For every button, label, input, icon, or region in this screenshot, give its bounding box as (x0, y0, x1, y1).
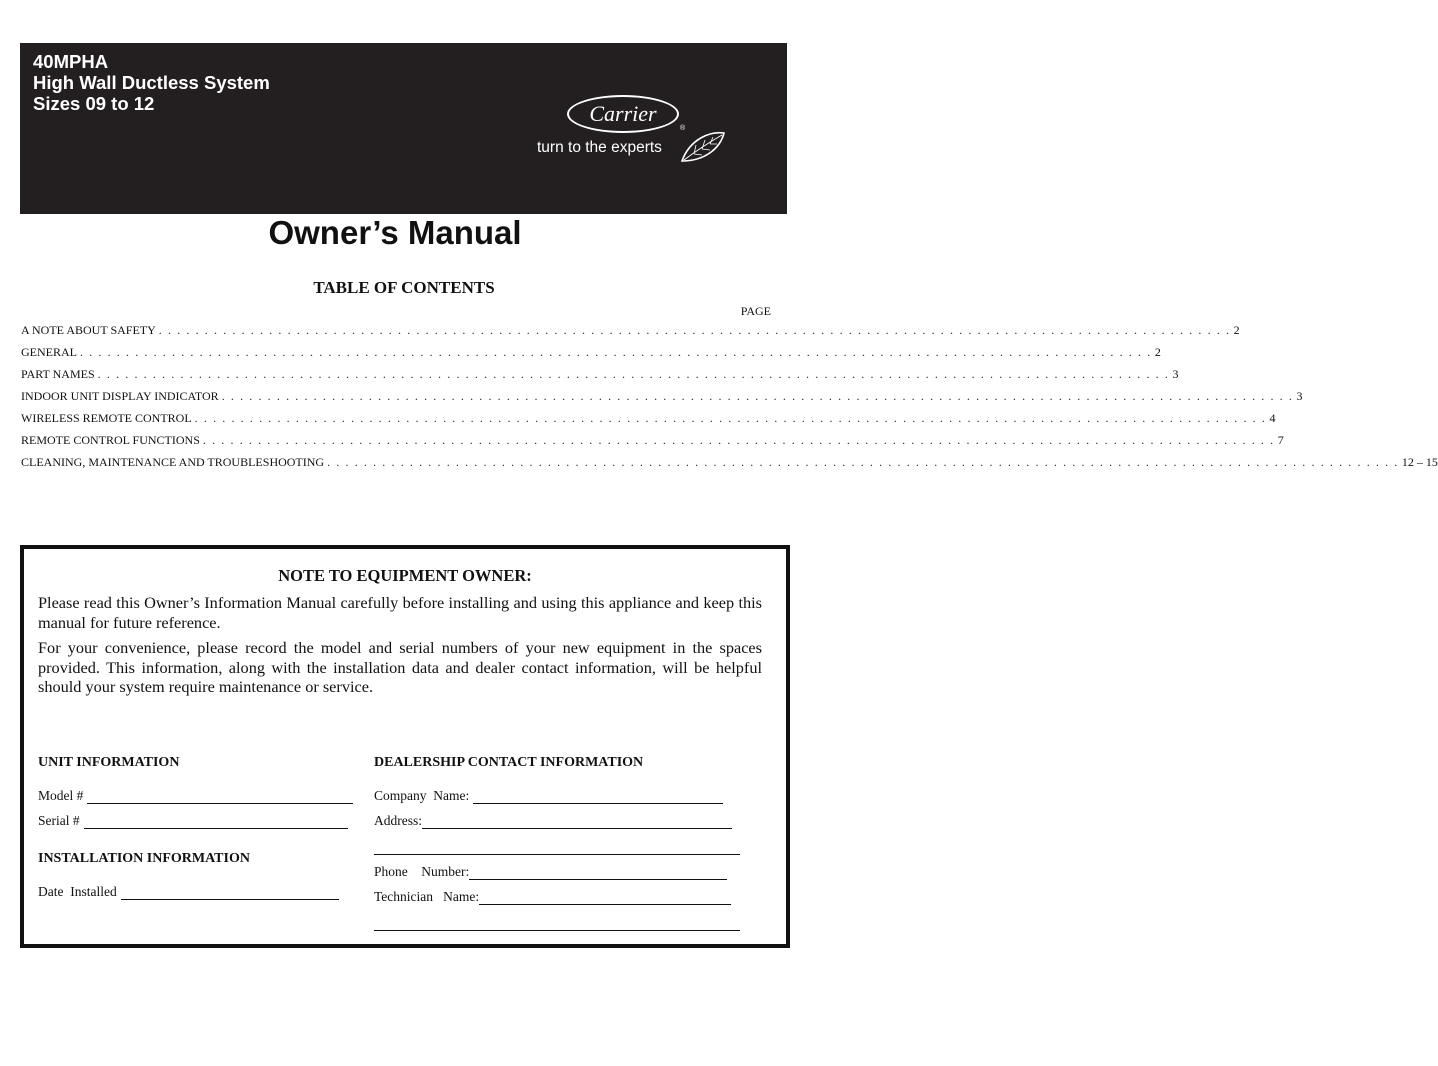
date-installed-field (38, 875, 368, 900)
toc-entry-label: PART NAMES (21, 367, 95, 381)
toc-entry-page: 7 (1277, 433, 1284, 447)
address-blank[interactable] (422, 815, 732, 829)
toc-entry (21, 367, 1179, 389)
dealership-info-heading: DEALERSHIP CONTACT INFORMATION (374, 755, 644, 770)
note-paragraph-read-manual: Please read this Owner’s Information Manual carefully before installing and using this appliance and keep this manual for future reference. (38, 593, 762, 632)
page-title: Owner’s Manual (268, 214, 522, 251)
toc-entry-page: 12 – 15 (1401, 455, 1438, 469)
address-field (374, 804, 754, 829)
toc-leader-dots: . . . . . . . . . . . . . . . . . . . . . . . . . . . . . . . . . . . . . . . . . . . . . . . . . . . . . . . . . . . . . . . . . . . . . . . . . . . . . . . . . . . . . . . . . . . . . . . . . . . . . . . . . . . . . . . . . . . . . (221, 389, 1294, 403)
carrier-logo (537, 95, 737, 175)
toc-entry (21, 323, 1240, 345)
registered-mark: ® (680, 125, 686, 132)
leaf-icon (680, 129, 726, 163)
serial-field (38, 804, 368, 829)
toc-entry (21, 345, 1161, 367)
product-name: High Wall Ductless System (33, 72, 270, 93)
toc-entry (21, 389, 1303, 411)
toc-entry (21, 433, 1284, 455)
toc-heading: TABLE OF CONTENTS (313, 278, 495, 297)
date-installed-blank[interactable] (121, 886, 339, 900)
model-field (38, 779, 368, 804)
toc-entry-page: 2 (1233, 323, 1240, 337)
brand-oval (567, 95, 679, 133)
toc-entry-label: A NOTE ABOUT SAFETY (21, 323, 156, 337)
toc-entry (21, 411, 1276, 433)
toc-entry-label: WIRELESS REMOTE CONTROL (21, 411, 192, 425)
installation-info-heading: INSTALLATION INFORMATION (38, 851, 250, 866)
toc-entry (21, 455, 1438, 477)
dealership-column (374, 755, 754, 931)
date-installed-label: Date Installed (38, 884, 117, 899)
toc-leader-dots: . . . . . . . . . . . . . . . . . . . . . . . . . . . . . . . . . . . . . . . . . . . . . . . . . . . . . . . . . . . . . . . . . . . . . . . . . . . . . . . . . . . . . . . . . . . . . . . . . . . . . . . . . . . . . . . . . . . . . (327, 455, 1399, 469)
toc-leader-dots: . . . . . . . . . . . . . . . . . . . . . . . . . . . . . . . . . . . . . . . . . . . . . . . . . . . . . . . . . . . . . . . . . . . . . . . . . . . . . . . . . . . . . . . . . . . . . . . . . . . . . . . . . . . . . . . . . . . . . (202, 433, 1275, 447)
address-blank-line-2[interactable] (374, 829, 740, 855)
toc-leader-dots: . . . . . . . . . . . . . . . . . . . . . . . . . . . . . . . . . . . . . . . . . . . . . . . . . . . . . . . . . . . . . . . . . . . . . . . . . . . . . . . . . . . . . . . . . . . . . . . . . . . . . . . . . . . . . . . . . . . . . (97, 367, 1170, 381)
phone-number-field (374, 855, 754, 880)
toc-entry-page: 3 (1172, 367, 1179, 381)
toc-entry-label: GENERAL (21, 345, 77, 359)
model-label: Model # (38, 788, 84, 803)
owner-note-box (20, 545, 790, 948)
technician-name-field (374, 880, 754, 905)
header-banner (20, 43, 787, 214)
note-title: NOTE TO EQUIPMENT OWNER: (278, 566, 532, 585)
toc-leader-dots: . . . . . . . . . . . . . . . . . . . . . . . . . . . . . . . . . . . . . . . . . . . . . . . . . . . . . . . . . . . . . . . . . . . . . . . . . . . . . . . . . . . . . . . . . . . . . . . . . . . . . . . . . . . . . . . . . . . . . (158, 323, 1231, 337)
toc-leader-dots: . . . . . . . . . . . . . . . . . . . . . . . . . . . . . . . . . . . . . . . . . . . . . . . . . . . . . . . . . . . . . . . . . . . . . . . . . . . . . . . . . . . . . . . . . . . . . . . . . . . . . . . . . . . . . . . . . . . . . (80, 345, 1152, 359)
company-name-field (374, 779, 754, 804)
note-paragraph-record-info: For your convenience, please record the model and serial numbers of your new equipment in the spaces provided. This information, along with the installation data and dealer contact information, will be helpful should your system require maintenance or service. (38, 638, 762, 696)
model-blank[interactable] (87, 790, 353, 804)
toc-entry-label: INDOOR UNIT DISPLAY INDICATOR (21, 389, 219, 403)
toc-page-column-label: PAGE (740, 304, 771, 318)
serial-blank[interactable] (84, 815, 348, 829)
unit-installation-column (38, 755, 368, 900)
model-number: 40MPHA (33, 51, 109, 72)
toc-leader-dots: . . . . . . . . . . . . . . . . . . . . . . . . . . . . . . . . . . . . . . . . . . . . . . . . . . . . . . . . . . . . . . . . . . . . . . . . . . . . . . . . . . . . . . . . . . . . . . . . . . . . . . . . . . . . . . . . . . . . . (194, 411, 1267, 425)
phone-number-blank[interactable] (469, 866, 727, 880)
toc-entry-page: 4 (1269, 411, 1276, 425)
phone-number-label: Phone Number: (374, 864, 470, 879)
technician-blank-line-2[interactable] (374, 905, 740, 931)
product-sizes: Sizes 09 to 12 (33, 93, 155, 114)
unit-info-heading: UNIT INFORMATION (38, 755, 180, 770)
toc-entry-page: 2 (1154, 345, 1161, 359)
company-name-blank[interactable] (473, 790, 723, 804)
toc-entry-label: CLEANING, MAINTENANCE AND TROUBLESHOOTING (21, 455, 325, 469)
technician-name-label: Technician Name: (374, 889, 480, 904)
brand-name: Carrier (589, 101, 657, 126)
technician-name-blank[interactable] (479, 891, 731, 905)
toc-entry-page: 3 (1296, 389, 1303, 403)
company-name-label: Company Name: (374, 788, 470, 803)
product-title-block (33, 51, 270, 114)
table-of-contents (21, 323, 1438, 477)
tagline: turn to the experts (537, 139, 662, 156)
serial-label: Serial # (38, 813, 80, 828)
address-label: Address: (374, 813, 422, 828)
toc-entry-label: REMOTE CONTROL FUNCTIONS (21, 433, 200, 447)
